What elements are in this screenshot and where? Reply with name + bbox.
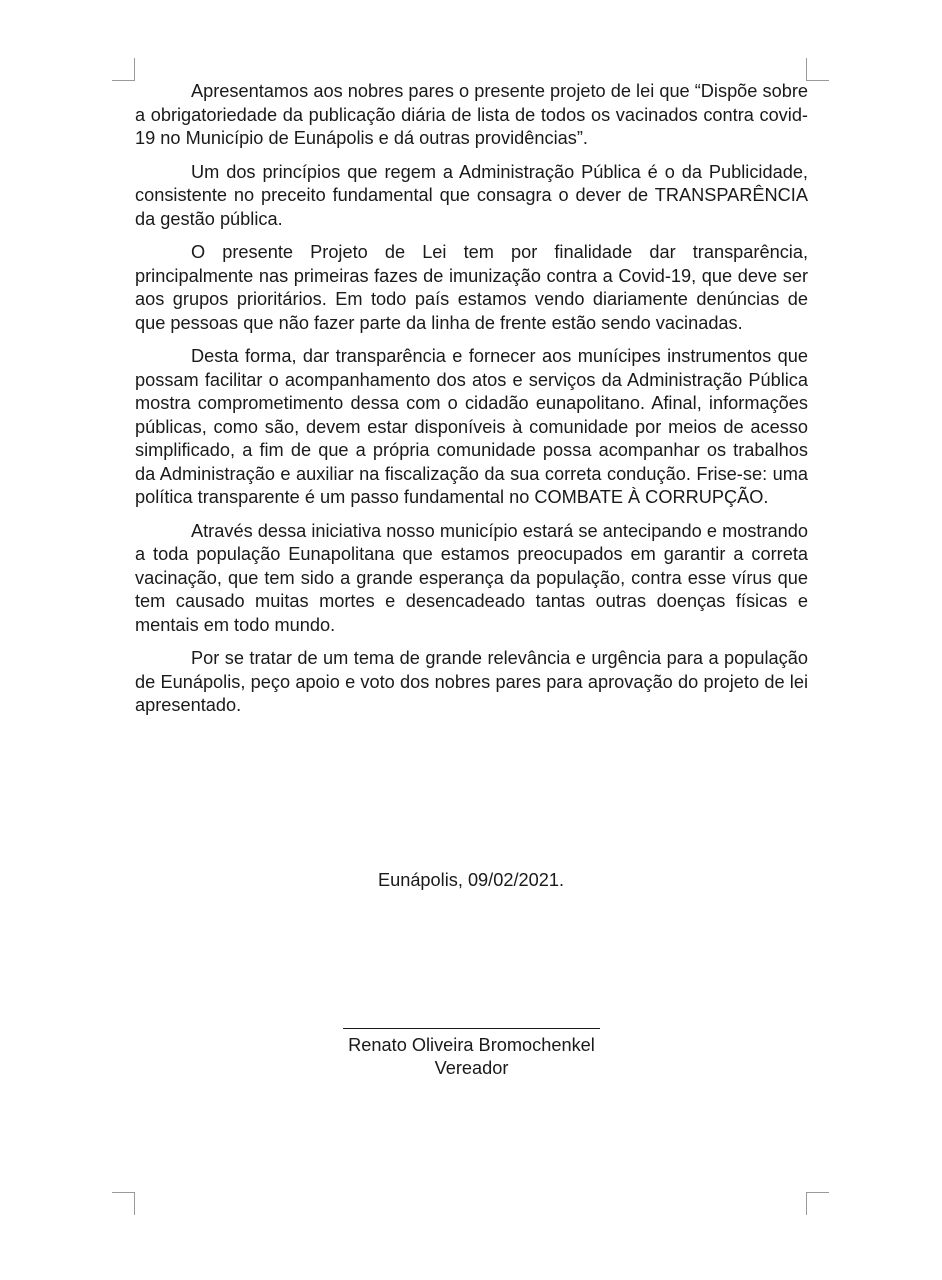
document-body — [135, 80, 808, 728]
signer-role: Vereador — [434, 1058, 509, 1078]
paragraph-transparency: Desta forma, dar transparência e fornecer aos munícipes instrumentos que possam facilitar o acompanhamento dos atos e serviços da Administração Pública mostra comprometimento dessa com o cidadão eunapolitano. Afinal, informações públicas, como são, devem estar disponíveis à comunidade por meios de acesso simplificado, a fim de que a própria comunidade possa acompanhar os trabalhos da Administração e auxiliar na fiscalização da sua correta condução. Frise-se: uma política transparente é um passo fundamental no COMBATE À CORRUPÇÃO. — [135, 346, 808, 507]
paragraph-purpose: O presente Projeto de Lei tem por finalidade dar transparência, principalmente nas primeiras fazes de imunização contra a Covid-19, que deve ser aos grupos prioritários. Em todo país estamos vendo diariamente denúncias de que pessoas que não fazer parte da linha de frente estão sendo vacinadas. — [135, 242, 808, 333]
paragraph-initiative: Através dessa iniciativa nosso município estará se antecipando e mostrando a toda população Eunapolitana que estamos preocupados em garantir a correta vacinação, que tem sido a grande esperança da população, contra esse vírus que tem causado muitas mortes e desencadeado tantas outras doenças físicas e mentais em todo mundo. — [135, 520, 808, 635]
crop-mark-bottom-right — [806, 1192, 829, 1215]
crop-mark-bottom-left — [112, 1192, 135, 1215]
signature-line — [343, 1028, 600, 1029]
paragraph-publicity-principle: Um dos princípios que regem a Administração Pública é o da Publicidade, consistente no preceito fundamental que consagra o dever de TRANSPARÊNCIA da gestão pública. — [135, 161, 808, 229]
paragraph-intro: Apresentamos aos nobres pares o presente projeto de lei que “Dispõe sobre a obrigatoriedade da publicação diária de lista de todos os vacinados contra covid-19 no Município de Eunápolis e dá outras providências”. — [135, 81, 808, 148]
paragraph-request-vote: Por se tratar de um tema de grande relevância e urgência para a população de Eunápolis, peço apoio e voto dos nobres pares para aprovação do projeto de lei apresentado. — [135, 648, 808, 715]
signer-name: Renato Oliveira Bromochenkel — [348, 1035, 595, 1055]
crop-mark-top-left — [112, 58, 135, 81]
date-line: Eunápolis, 09/02/2021. — [377, 870, 565, 890]
crop-mark-top-right — [806, 58, 829, 81]
